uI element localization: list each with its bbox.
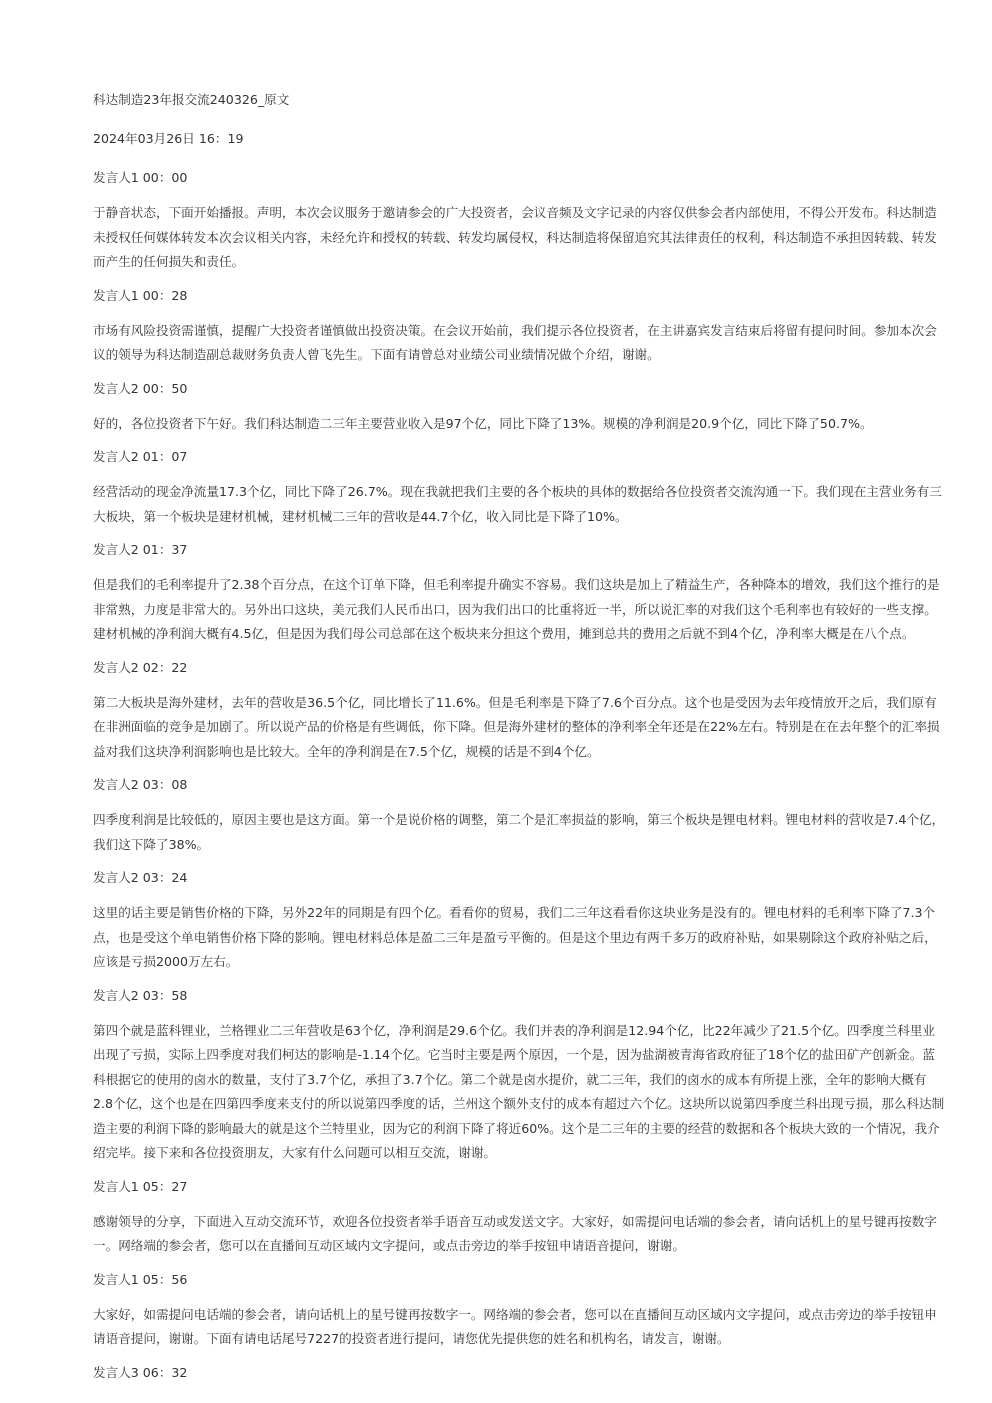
speaker-timestamp: 发言人1 00：00 — [93, 170, 188, 185]
speaker-timestamp: 发言人2 03：24 — [93, 870, 188, 885]
speaker-timestamp: 发言人3 06：32 — [93, 1364, 188, 1380]
speaker-timestamp: 发言人2 03：08 — [93, 777, 188, 792]
transcript-paragraph: 好的，各位投资者下午好。我们科达制造二三年主要营业收入是97个亿，同比下降了13%。规模的净利润是20.9个亿，同比下降了50.7%。 — [93, 415, 873, 431]
speaker-timestamp: 发言人2 01：07 — [93, 449, 188, 464]
transcript-paragraph: 这里的话主要是销售价格的下降，另外22年的同期是有四个亿。看看你的贸易，我们二三年这看看你这块业务是没有的。锂电材料的毛利率下降了7.3个点，也是受这个单电销售价格下降的影响。锂电材料总体是盈二三年是盈亏平衡的。但是这个里边有两千多万的政府补贴，如果剔除这个政府补贴之后，应该是亏损2000万左右。 — [93, 905, 937, 969]
speaker-timestamp: 发言人1 05：27 — [93, 1178, 188, 1194]
transcript-paragraph: 第四个就是蓝科锂业，兰格锂业二三年营收是63个亿，净利润是29.6个亿。我们并表的净利润是12.94个亿，比22年减少了21.5个亿。四季度兰科里业出现了亏损，实际上四季度对我们柯达的影响是-1.14个亿。它当时主要是两个原因，一个是，因为盐湖被青海省政府征了18个亿的盐田矿产创新金。蓝科根据它的使用的卤水的数量，支付了3.7个亿，承担了3.7个亿。第二个就是卤水提价，就二三年，我们的卤水的成本有所提上涨，全年的影响大概有2.8个亿，这个也是在四第四季度来支付的所以说第四季度的话，兰州这个额外支付的成本有超过六个亿。这块所以说第四季度兰科出现亏损，那么科达制造主要的利润下降的影响最大的就是这个兰特里业，因为它的利润下降了将近60%。这个是二三年的主要的经营的数据和各个板块大致的一个情况，我介绍完毕。接下来和各位投资朋友，大家有什么问题可以相互交流，谢谢。 — [93, 1022, 945, 1160]
speaker-timestamp: 发言人2 01：37 — [93, 542, 188, 557]
speaker-timestamp: 发言人2 03：58 — [93, 987, 188, 1003]
transcript-paragraph: 大家好，如需提问电话端的参会者，请向话机上的星号键再按数字一。网络端的参会者，您可以在直播间互动区域内文字提问，或点击旁边的举手按钮申请语音提问，谢谢。下面有请电话尾号7227的投资者进行提问，请您优先提供您的姓名和机构名，请发言，谢谢。 — [93, 1306, 937, 1346]
transcript-page — [93, 88, 945, 1396]
speaker-timestamp: 发言人1 05：56 — [93, 1271, 188, 1287]
transcript-paragraph: 但是我们的毛利率提升了2.38个百分点，在这个订单下降，但毛利率提升确实不容易。我们这块是加上了精益生产，各种降本的增效，我们这个推行的是非常熟，力度是非常大的。另外出口这块，美元我们人民币出口，因为我们出口的比重将近一半，所以说汇率的对我们这个毛利率也有较好的一些支撑。建材机械的净利润大概有4.5亿，但是因为我们母公司总部在这个板块来分担这个费用，摊到总共的费用之后就不到4个亿，净利率大概是在八个点。 — [93, 577, 940, 641]
speaker-timestamp: 发言人1 00：28 — [93, 287, 188, 303]
transcript-paragraph: 感谢领导的分享，下面进入互动交流环节，欢迎各位投资者举手语音互动或发送文字。大家好，如需提问电话端的参会者，请向话机上的星号键再按数字一。网络端的参会者，您可以在直播间互动区域内文字提问，或点击旁边的举手按钮申请语音提问，谢谢。 — [93, 1213, 937, 1253]
document-title: 科达制造23年报交流240326_原文 — [93, 92, 290, 107]
document-datetime: 2024年03月26日 16：19 — [93, 131, 244, 146]
transcript-paragraph: 市场有风险投资需谨慎，提醒广大投资者谨慎做出投资决策。在会议开始前，我们提示各位投资者，在主讲嘉宾发言结束后将留有提问时间。参加本次会议的领导为科达制造副总裁财务负责人曾飞先生。下面有请曾总对业绩公司业绩情况做个介绍，谢谢。 — [93, 322, 937, 362]
transcript-paragraph: 第二大板块是海外建材，去年的营收是36.5个亿，同比增长了11.6%。但是毛利率是下降了7.6个百分点。这个也是受因为去年疫情放开之后，我们原有在非洲面临的竞争是加剧了。所以说产品的价格是有些调低，你下降。但是海外建材的整体的净利率全年还是在22%左右。特别是在在去年整个的汇率损益对我们这块净利润影响也是比较大。全年的净利润是在7.5个亿，规模的话是不到4个亿。 — [93, 694, 940, 759]
transcript-paragraph: 四季度利润是比较低的，原因主要也是这方面。第一个是说价格的调整，第二个是汇率损益的影响，第三个板块是锂电材料。锂电材料的营收是7.4个亿，我们这下降了38%。 — [93, 812, 945, 852]
transcript-paragraph: 经营活动的现金净流量17.3个亿，同比下降了26.7%。现在我就把我们主要的各个板块的具体的数据给各位投资者交流沟通一下。我们现在主营业务有三大板块，第一个板块是建材机械，建材机械二三年的营收是44.7个亿，收入同比是下降了10%。 — [93, 484, 942, 524]
transcript-paragraph: 于静音状态，下面开始播报。声明，本次会议服务于邀请参会的广大投资者，会议音频及文字记录的内容仅供参会者内部使用，不得公开发布。科达制造未授权任何媒体转发本次会议相关内容，未经允许和授权的转载、转发均属侵权，科达制造将保留追究其法律责任的权利，科达制造不承担因转载、转发而产生的任何损失和责任。 — [93, 205, 937, 269]
speaker-timestamp: 发言人2 02：22 — [93, 659, 188, 675]
speaker-timestamp: 发言人2 00：50 — [93, 380, 188, 396]
